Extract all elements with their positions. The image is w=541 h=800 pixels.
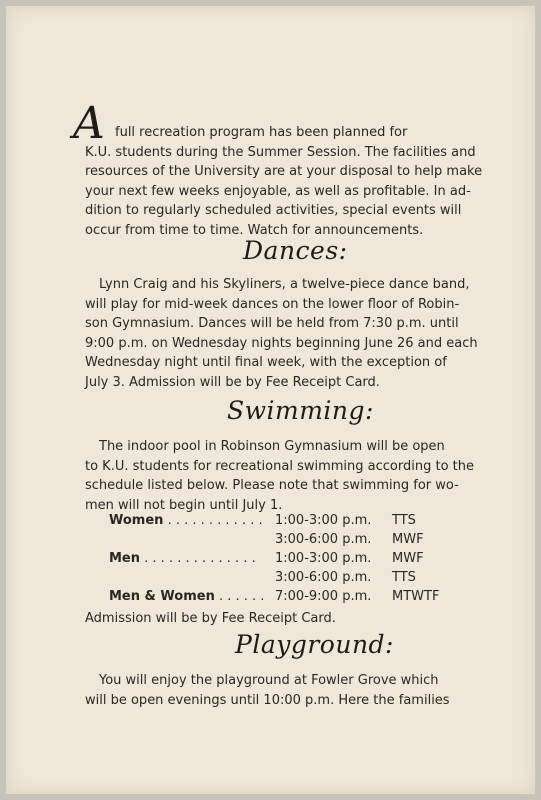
dances-heading: Dances: (243, 236, 348, 265)
schedule-time: 1:00-3:00 p.m. (275, 551, 372, 566)
schedule-row (109, 589, 479, 608)
schedule-row (109, 551, 479, 570)
intro-line: dition to regularly scheduled activities, special events will (85, 203, 462, 218)
intro-line: full recreation program has been planned for (115, 125, 408, 140)
swimming-schedule (109, 513, 479, 608)
dances-line: Wednesday night until final week, with the exception of (85, 355, 447, 370)
schedule-row (109, 570, 479, 589)
playground-line: You will enjoy the playground at Fowler Grove which (99, 673, 439, 688)
dances-line: 9:00 p.m. on Wednesday nights beginning June 26 and each (85, 335, 478, 351)
dances-line: will play for mid-week dances on the lower floor of Robin- (85, 296, 460, 312)
intro-line: K.U. students during the Summer Session. The facilities and (85, 144, 476, 160)
schedule-leader: . . . . . . . . . . . . (163, 513, 263, 528)
intro-paragraph (85, 123, 483, 240)
swimming-line: schedule listed below. Please note that swimming for wo- (85, 478, 459, 493)
schedule-days: TTS (392, 513, 416, 528)
schedule-time: 7:00-9:00 p.m. (275, 589, 372, 604)
admission-line: Admission will be by Fee Receipt Card. (85, 611, 336, 626)
playground-heading: Playground: (235, 630, 394, 659)
playground-line: will be open evenings until 10:00 p.m. Here the families (85, 692, 450, 708)
schedule-leader: . . . . . . . . . . . . . . (140, 551, 256, 566)
schedule-time: 1:00-3:00 p.m. (275, 513, 372, 528)
schedule-leader: . . . . . . (214, 589, 265, 604)
dances-line: son Gymnasium. Dances will be held from 7:30 p.m. until (85, 316, 459, 331)
intro-line: resources of the University are at your disposal to help make (85, 164, 483, 179)
drop-cap-letter: A (73, 98, 105, 149)
schedule-group: Men (109, 551, 141, 566)
schedule-days: MTWTF (392, 589, 440, 604)
swimming-line: men will not begin until July 1. (85, 497, 283, 513)
schedule-days: TTS (392, 570, 416, 585)
schedule-days: MWF (392, 532, 424, 547)
swimming-line: The indoor pool in Robinson Gymnasium will be open (99, 439, 445, 454)
swimming-paragraph (85, 437, 474, 515)
dances-line: July 3. Admission will be by Fee Receipt Card. (85, 374, 380, 390)
document-page (6, 6, 535, 794)
playground-paragraph (85, 671, 471, 710)
swimming-line: to K.U. students for recreational swimming according to the (85, 458, 474, 474)
schedule-group: Women (109, 513, 164, 528)
intro-line: your next few weeks enjoyable, as well as profitable. In ad- (85, 183, 471, 199)
schedule-group: Men & Women (109, 589, 215, 604)
schedule-days: MWF (392, 551, 424, 566)
intro-line: occur from time to time. Watch for announcements. (85, 222, 424, 238)
dances-line: Lynn Craig and his Skyliners, a twelve-piece dance band, (99, 277, 470, 292)
swimming-admission (85, 609, 471, 629)
schedule-row (109, 532, 479, 551)
schedule-row (109, 513, 479, 532)
dances-paragraph (85, 275, 478, 392)
schedule-time: 3:00-6:00 p.m. (275, 570, 372, 585)
swimming-heading: Swimming: (227, 396, 374, 425)
schedule-time: 3:00-6:00 p.m. (275, 532, 372, 547)
